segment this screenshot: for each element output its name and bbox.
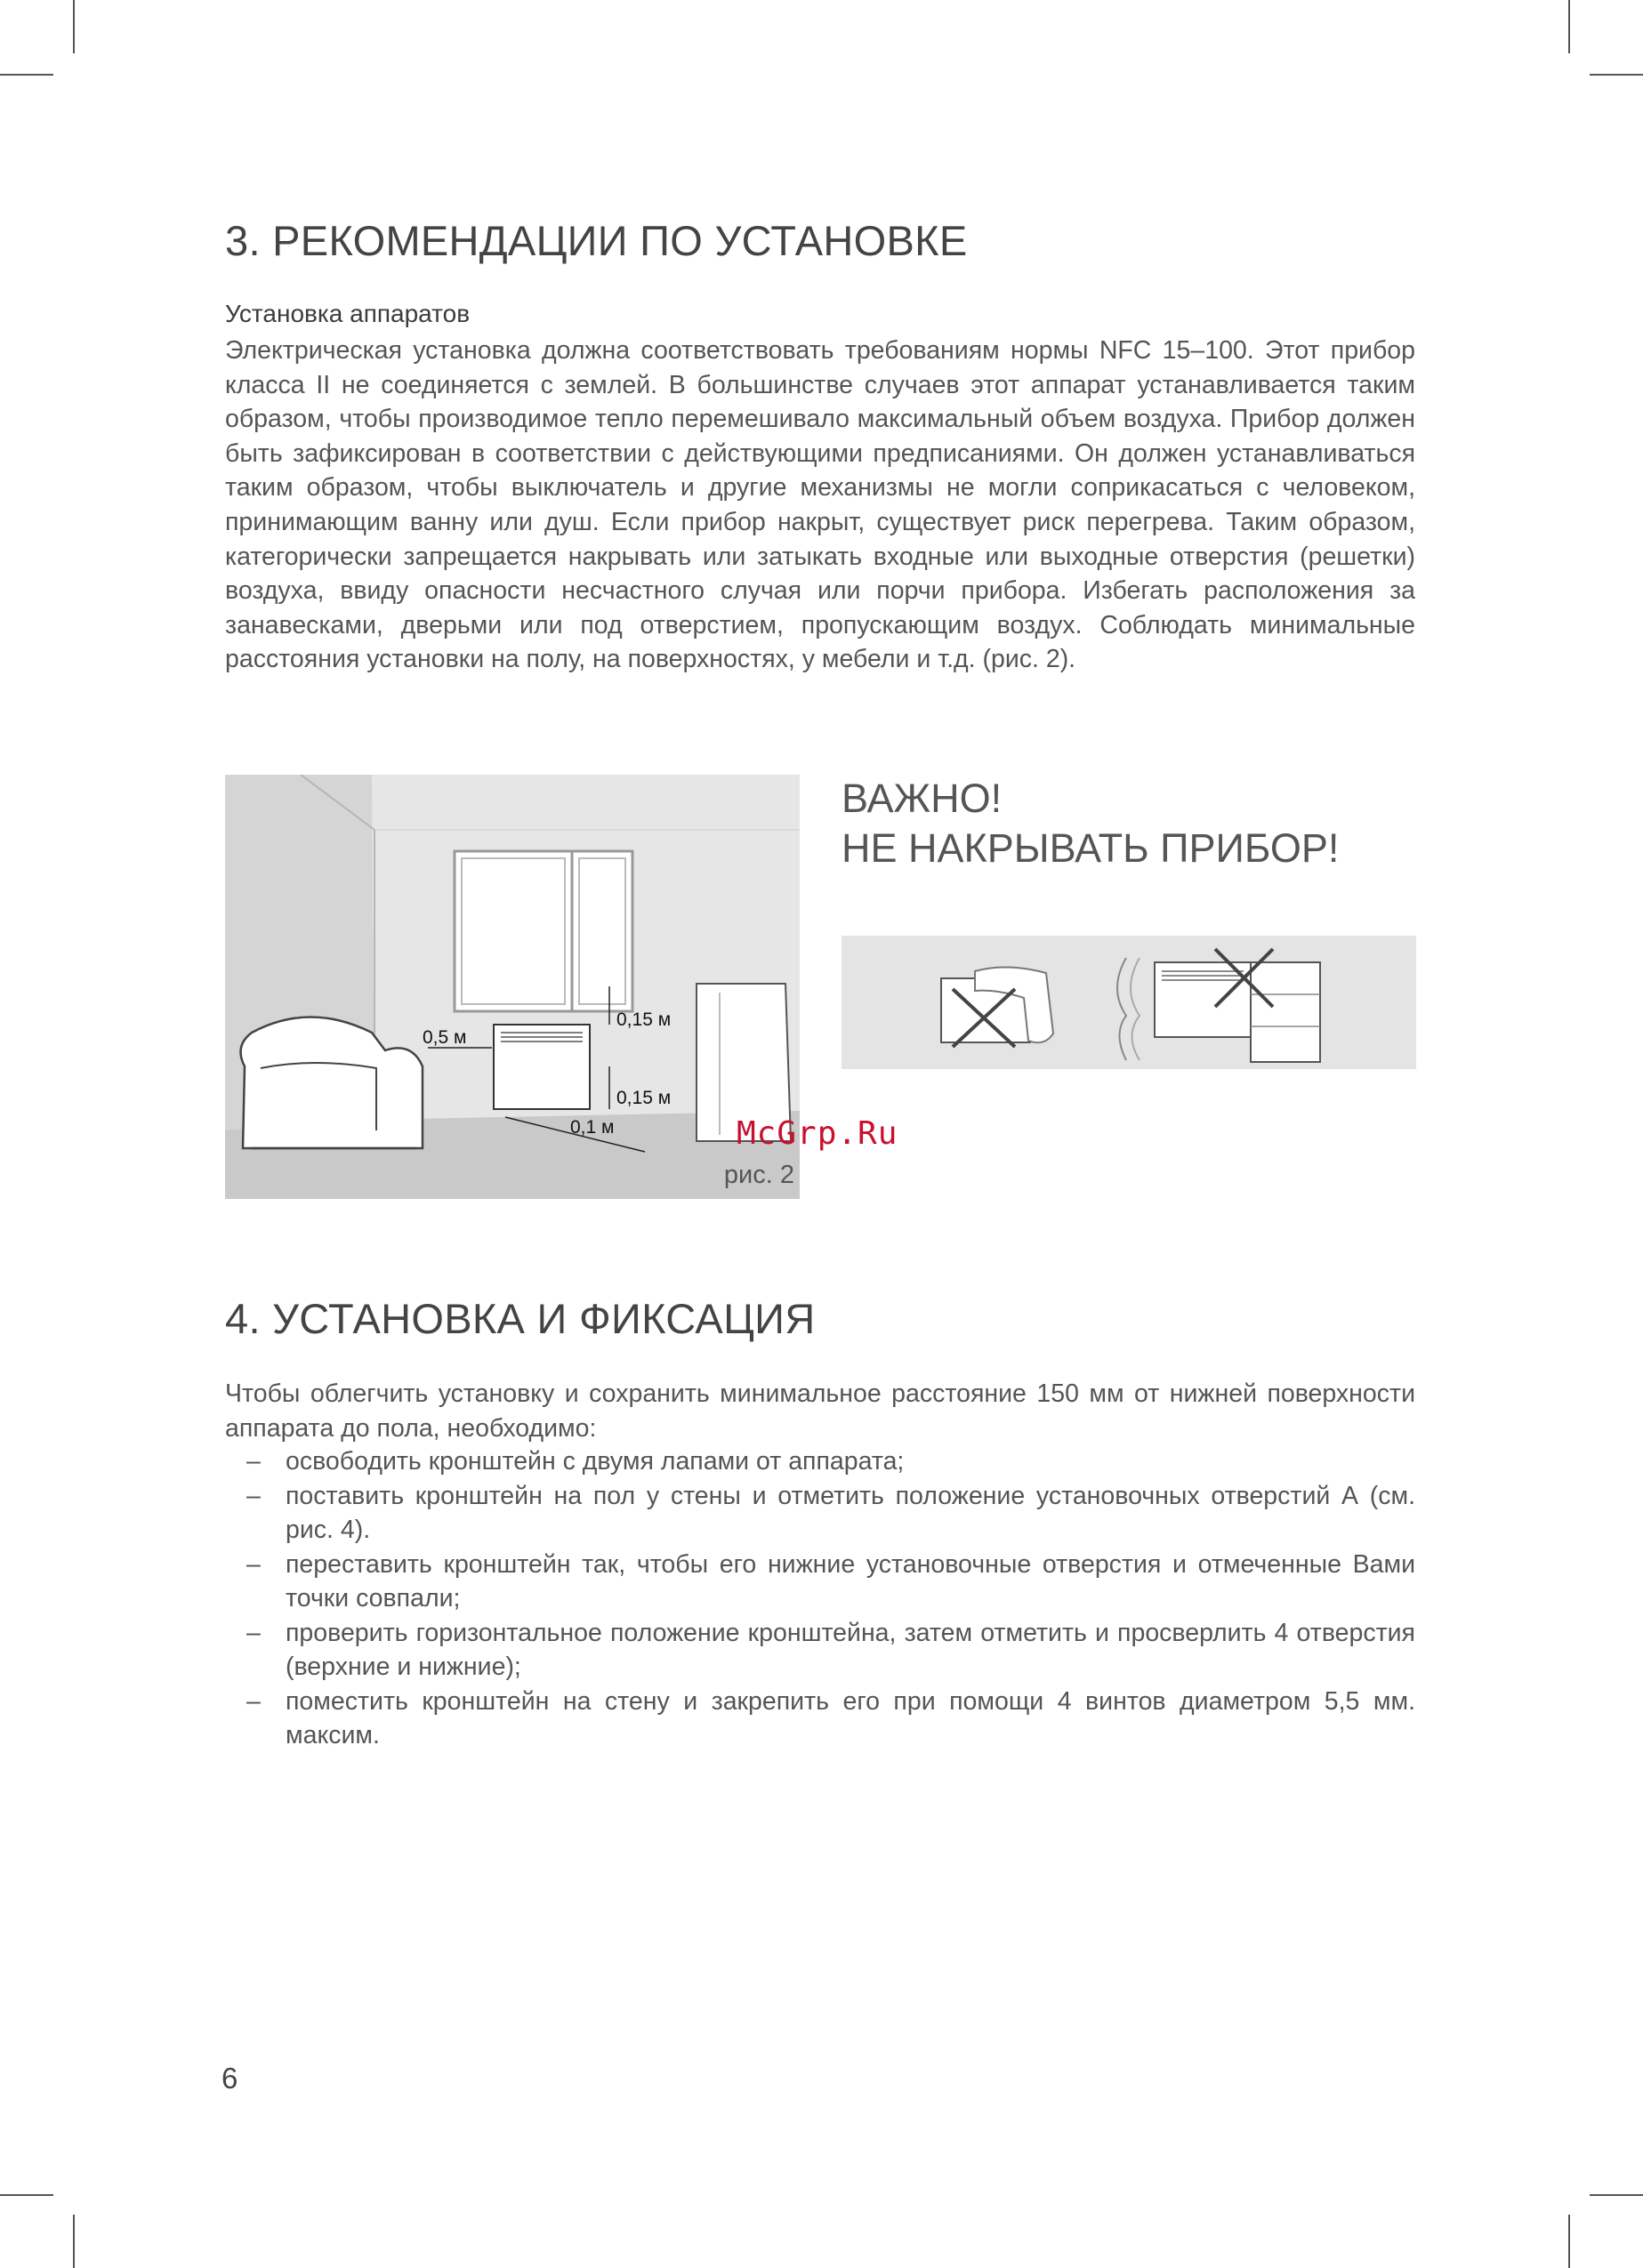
section-4-intro-text: Чтобы облегчить установку и сохранить минимальное расстояние 150 мм от нижней поверхности аппарата до пола, необходимо: — [225, 1379, 1415, 1443]
room-illustration — [225, 775, 800, 1199]
dim-top-label: 0,15 м — [616, 1009, 672, 1030]
dim-side-label: 0,5 м — [423, 1027, 467, 1048]
crop-mark — [1568, 2215, 1570, 2268]
list-item: – освободить кронштейн с двумя лапами от аппарата; — [225, 1444, 1415, 1479]
important-line-2: НЕ НАКРЫВАТЬ ПРИБОР! — [842, 825, 1340, 871]
section-4-intro — [225, 1377, 1415, 1445]
section-4-title: 4. УСТАНОВКА И ФИКСАЦИЯ — [225, 1295, 816, 1342]
dim-floor-label: 0,1 м — [570, 1117, 615, 1138]
crop-mark — [1590, 2194, 1643, 2196]
crop-mark — [0, 2194, 53, 2196]
crop-mark — [1590, 74, 1643, 76]
list-item: – проверить горизонтальное положение кронштейна, затем отметить и просверлить 4 отверстия (верхние и нижние); — [225, 1616, 1415, 1685]
section-4-steps — [225, 1444, 1415, 1753]
dim-bottom-label: 0,15 м — [616, 1088, 672, 1108]
section-3-body — [225, 334, 1415, 677]
important-line-1: ВАЖНО! — [842, 776, 1003, 821]
watermark: McGrp.Ru — [737, 1115, 898, 1152]
list-item: – поставить кронштейн на пол у стены и отметить положение установочных отверстий А (см. рис. 4). — [225, 1479, 1415, 1548]
crop-mark — [0, 74, 53, 76]
list-item: – поместить кронштейн на стену и закрепить его при помощи 4 винтов диаметром 5,5 мм. максим. — [225, 1685, 1415, 1753]
list-item: – переставить кронштейн так, чтобы его нижние установочные отверстия и отмеченные Вами точки совпали; — [225, 1548, 1415, 1616]
important-notice — [842, 774, 1339, 873]
do-not-cover-illustration — [842, 936, 1416, 1069]
section-3-title: 3. РЕКОМЕНДАЦИИ ПО УСТАНОВКЕ — [225, 217, 968, 264]
page-number: 6 — [221, 2062, 238, 2095]
section-3-subtitle: Установка аппаратов — [225, 300, 471, 327]
installation-figure — [225, 775, 800, 1199]
crop-mark — [1568, 0, 1570, 53]
section-3-paragraph: Электрическая установка должна соответствовать требованиям нормы NFC 15–100. Этот прибор класса II не соединяется с землей. В большинстве случаев этот аппарат устанавливается таким образом, чтобы производимое тепло перемешивало максимальный объем воздуха. Прибор должен быть зафиксирован в соответствии с действующими предписаниями. Он должен устанавливаться таким образом, чтобы выключатель и другие механизмы не могли соприкасаться с человеком, принимающим ванну или душ. Если прибор накрыт, существует риск перегрева. Таким образом, категорически запрещается накрывать или затыкать входные или выходные отверстия (решетки) воздуха, ввиду опасности несчастного случая или порчи прибора. Избегать расположения за занавесками, дверьми или под отверстием, пропускающим воздух. Соблюдать минимальные расстояния установки на полу, на поверхностях, у мебели и т.д. (рис. 2). — [225, 336, 1415, 674]
crop-mark — [73, 2215, 75, 2268]
figure-caption: рис. 2 — [723, 1161, 794, 1189]
warning-icons — [842, 936, 1416, 1069]
crop-mark — [73, 0, 75, 53]
